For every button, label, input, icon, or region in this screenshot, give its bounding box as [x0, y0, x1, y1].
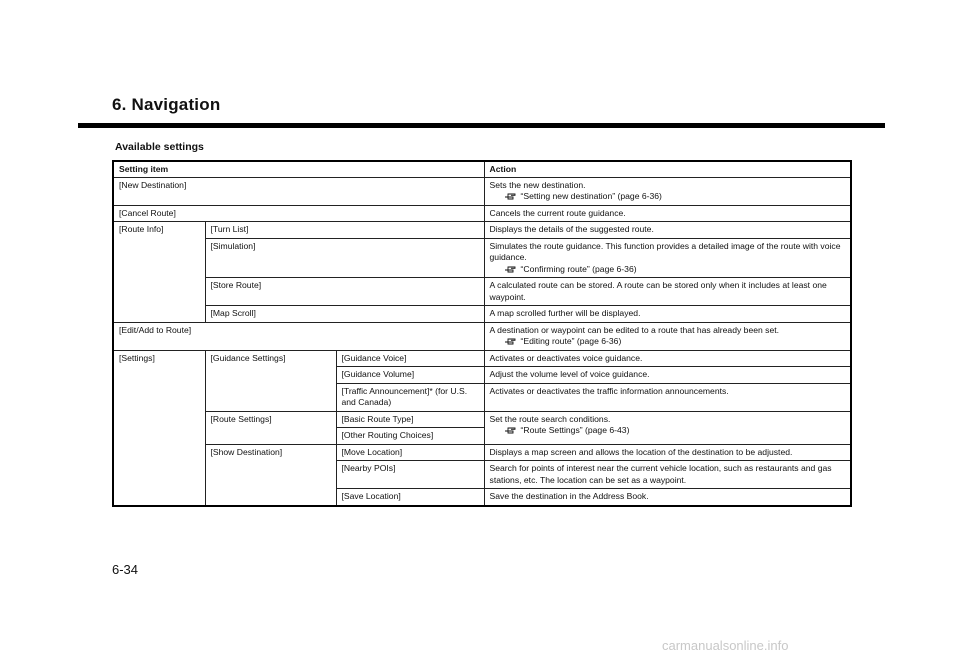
sub-sub-item-cell: [Save Location] — [336, 489, 484, 506]
table-row — [113, 222, 851, 239]
sub-item-cell: [Map Scroll] — [205, 306, 484, 323]
setting-item-cell: [Edit/Add to Route] — [113, 322, 484, 350]
action-cell: A calculated route can be stored. A route can be stored only when it includes at least one waypoint. — [484, 278, 851, 306]
sub-item-cell: [Show Destination] — [205, 444, 336, 506]
table-row — [113, 177, 851, 205]
page-number: 6-34 — [112, 562, 139, 577]
pointing-hand-icon — [504, 336, 518, 345]
action-cell — [484, 177, 851, 205]
action-cell: Cancels the current route guidance. — [484, 205, 851, 222]
action-cell: Adjust the volume level of voice guidance. — [484, 367, 851, 384]
settings-table — [112, 160, 852, 507]
action-text: A destination or waypoint can be edited to a route that has already been set. — [489, 324, 780, 335]
table-header-row — [113, 161, 851, 177]
sub-item-cell: [Route Settings] — [205, 411, 336, 444]
table-row — [113, 278, 851, 306]
sub-item-cell: [Turn List] — [205, 222, 484, 239]
table-row — [113, 306, 851, 323]
table-row — [113, 411, 851, 428]
reference-text: “Editing route” (page 6-36) — [520, 336, 622, 346]
setting-item-cell: [Settings] — [113, 350, 205, 506]
title-divider — [78, 123, 885, 128]
pointing-hand-icon — [504, 425, 518, 434]
action-cell — [484, 238, 851, 278]
page-reference — [490, 264, 847, 276]
action-text: Simulates the route guidance. This function provides a detailed image of the route with voice guidance. — [489, 240, 841, 262]
header-setting-item: Setting item — [113, 161, 484, 177]
action-cell — [484, 322, 851, 350]
sub-item-cell: [Simulation] — [205, 238, 484, 278]
table-row — [113, 350, 851, 367]
reference-text: “Route Settings” (page 6-43) — [520, 425, 630, 435]
page-reference — [490, 336, 847, 348]
table-row — [113, 322, 851, 350]
sub-sub-item-cell: [Basic Route Type] — [336, 411, 484, 428]
table-row — [113, 444, 851, 461]
table-row — [113, 238, 851, 278]
sub-item-cell: [Guidance Settings] — [205, 350, 336, 411]
action-cell: Displays the details of the suggested route. — [484, 222, 851, 239]
action-cell: Activates or deactivates voice guidance. — [484, 350, 851, 367]
reference-text: “Confirming route” (page 6-36) — [520, 263, 637, 274]
chapter-title: 6. Navigation — [112, 95, 221, 114]
setting-item-cell: [Route Info] — [113, 222, 205, 323]
pointing-hand-icon — [504, 264, 518, 273]
sub-sub-item-cell: [Move Location] — [336, 444, 484, 461]
action-text: Sets the new destination. — [489, 179, 586, 190]
table-row — [113, 205, 851, 222]
action-cell: Displays a map screen and allows the location of the destination to be adjusted. — [484, 444, 851, 461]
pointing-hand-icon — [504, 191, 518, 200]
action-cell — [484, 411, 851, 444]
action-cell: Activates or deactivates the traffic information announcements. — [484, 383, 851, 411]
reference-text: “Setting new destination” (page 6-36) — [520, 191, 662, 201]
sub-sub-item-cell: [Nearby POIs] — [336, 461, 484, 489]
page-reference — [490, 425, 847, 437]
sub-item-cell: [Store Route] — [205, 278, 484, 306]
action-text: Set the route search conditions. — [489, 413, 611, 424]
section-heading: Available settings — [115, 141, 204, 153]
sub-sub-item-cell: [Guidance Voice] — [336, 350, 484, 367]
header-action: Action — [484, 161, 851, 177]
action-cell: A map scrolled further will be displayed. — [484, 306, 851, 323]
page-reference — [490, 191, 847, 203]
setting-item-cell: [Cancel Route] — [113, 205, 484, 222]
sub-sub-item-cell: [Other Routing Choices] — [336, 428, 484, 445]
watermark: carmanualsonline.info — [662, 638, 789, 653]
sub-sub-item-cell: [Traffic Announcement]* (for U.S. and Canada) — [336, 383, 484, 411]
setting-item-cell: [New Destination] — [113, 177, 484, 205]
sub-sub-item-cell: [Guidance Volume] — [336, 367, 484, 384]
action-cell: Search for points of interest near the current vehicle location, such as restaurants and gas stations, etc. The location can be set as a waypoint. — [484, 461, 851, 489]
action-cell: Save the destination in the Address Book. — [484, 489, 851, 506]
